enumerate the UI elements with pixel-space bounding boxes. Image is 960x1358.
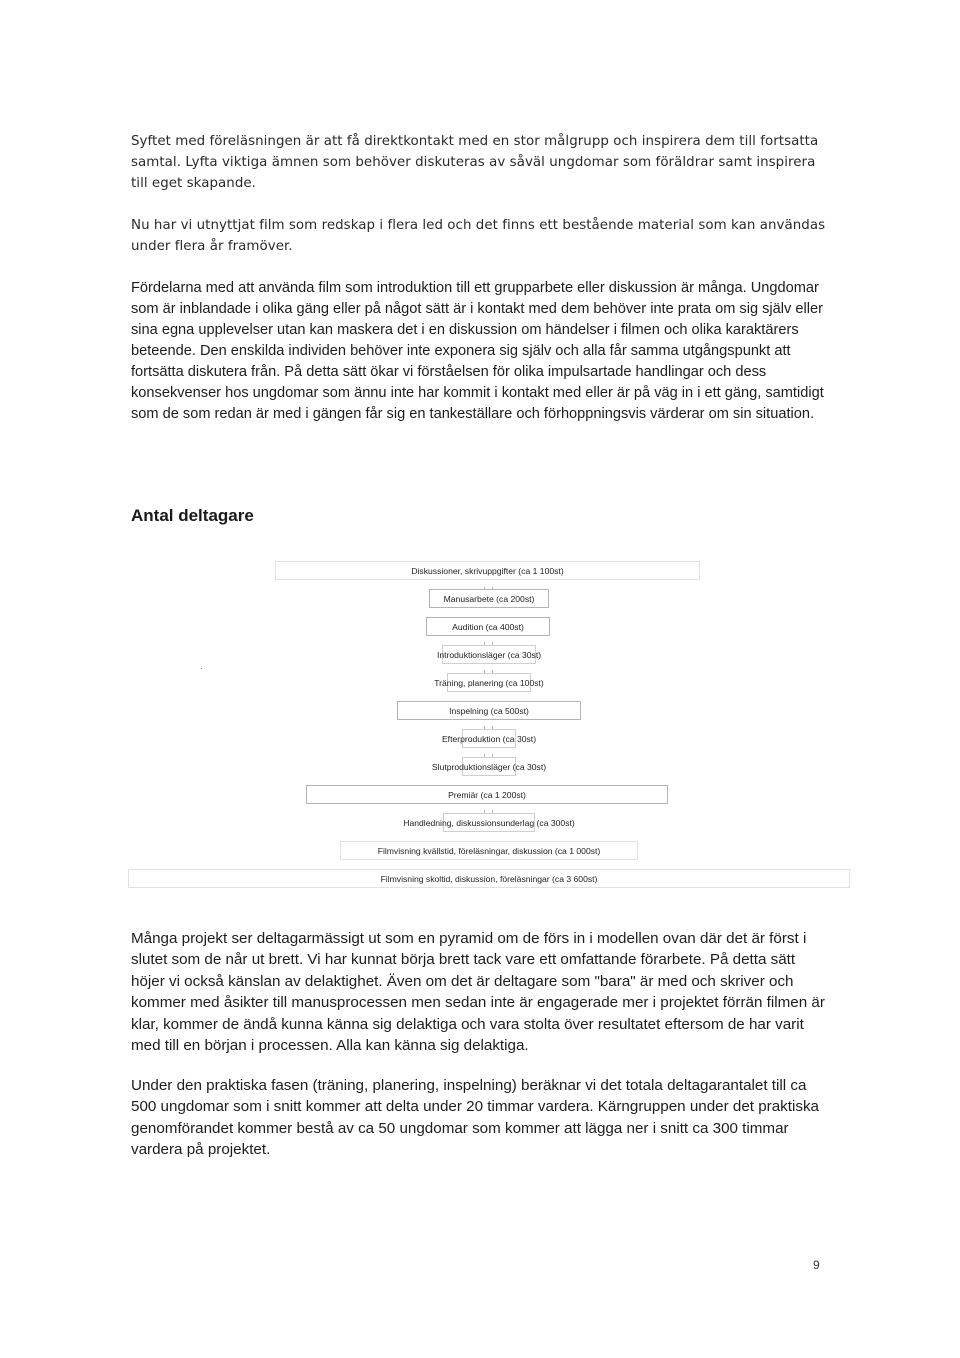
pyramid-level-label: Premiär (ca 1 200st) xyxy=(448,789,526,800)
pyramid-level-label: Audition (ca 400st) xyxy=(452,621,524,632)
pyramid-level xyxy=(397,701,581,720)
pyramid-level-label: Handledning, diskussionsunderlag (ca 300st) xyxy=(403,817,575,828)
pyramid-level-label: Efterproduktion (ca 30st) xyxy=(441,733,537,744)
pyramid-level xyxy=(403,813,575,832)
pyramid-level-label: Filmvisning kvällstid, föreläsningar, diskussion (ca 1 000st) xyxy=(377,845,601,856)
pyramid-level xyxy=(431,757,547,776)
pyramid-level-label: Diskussioner, skrivuppgifter (ca 1 100st) xyxy=(411,565,564,576)
pyramid-level-label: Inspelning (ca 500st) xyxy=(449,705,529,716)
pyramid-level xyxy=(429,589,549,608)
section-heading: Antal deltagare xyxy=(131,506,254,525)
pyramid-level xyxy=(306,785,668,804)
pyramid-level-label: Slutproduktionsläger (ca 30st) xyxy=(431,761,547,772)
pyramid-level xyxy=(275,561,700,580)
intro-paragraph: Syftet med föreläsningen är att få direktkontakt med en stor målgrupp och inspirera dem till fortsatta samtal. Lyfta viktiga ämnen som behöver diskuteras av såväl ungdomar som föräldrar samt inspirera till eget skapande. xyxy=(131,134,819,191)
pyramid-level-label: Introduktionsläger (ca 30st) xyxy=(436,649,542,660)
page-number: 9 xyxy=(813,1258,820,1272)
closing-paragraph: Under den praktiska fasen (träning, planering, inspelning) beräknar vi det totala deltagarantalet till ca 500 ungdomar som i snitt kommer att delta under 20 timmar vardera. Kärngruppen under det praktiska genomförandet kommer bestå av ca 50 ungdomar som kommer att lägga ner i snitt ca 300 timmar vardera på projektet. xyxy=(131,1077,820,1159)
pyramid-level xyxy=(426,617,550,636)
pyramid-level xyxy=(441,729,537,748)
pyramid-level xyxy=(340,841,638,860)
stray-dot xyxy=(201,668,202,669)
closing-paragraph: Många projekt ser deltagarmässigt ut som en pyramid om de förs in i modellen ovan där det är först i slutet som de når ut brett. Vi har kunnat börja brett tack vare ett omfattande förarbete. På detta sätt höjer vi också känslan av delaktighet. Även om det är deltagare som "bara" är med och skriver och kommer med åsikter till manusprocessen men sedan inte är engagerade mer i projektet förrän filmen är klar, kommer de ändå kunna känna sig delaktiga och vara stolta över resultatet eftersom de har varit med till en början i processen. Alla kan känna sig delaktiga. xyxy=(131,930,825,1055)
pyramid-level-label: Träning, planering (ca 100st) xyxy=(434,677,544,688)
intro-paragraph: Nu har vi utnyttjat film som redskap i flera led och det finns ett bestående material som kan användas under flera år framöver. xyxy=(131,218,826,254)
pyramid-level xyxy=(434,673,544,692)
benefits-paragraph: Fördelarna med att använda film som introduktion till ett grupparbete eller diskussion är många. Ungdomar som är inblandade i olika gäng eller på något sätt är i kontakt med dem behöver inte prata om sig själv eller sina egna upplevelser utan kan maskera det i en diskussion om händelser i filmen och olika karaktärers beteende. Den enskilda individen behöver inte exponera sig själv och alla får samma utgångspunkt att fortsätta diskutera från. På detta sätt ökar vi förståelsen för olika impulsartade handlingar och dess konsekvenser hos ungdomar som ännu inte har kommit i kontakt med eller är på väg in i ett gäng, samtidigt som de som redan är med i gängen får sig en tankeställare och förhoppningsvis värderar om sin situation. xyxy=(131,280,824,422)
pyramid-level-label: Manusarbete (ca 200st) xyxy=(443,593,535,604)
pyramid-level xyxy=(128,869,850,888)
pyramid-level xyxy=(436,645,542,664)
pyramid-level-label: Filmvisning skoltid, diskussion, föreläsningar (ca 3 600st) xyxy=(380,873,598,884)
